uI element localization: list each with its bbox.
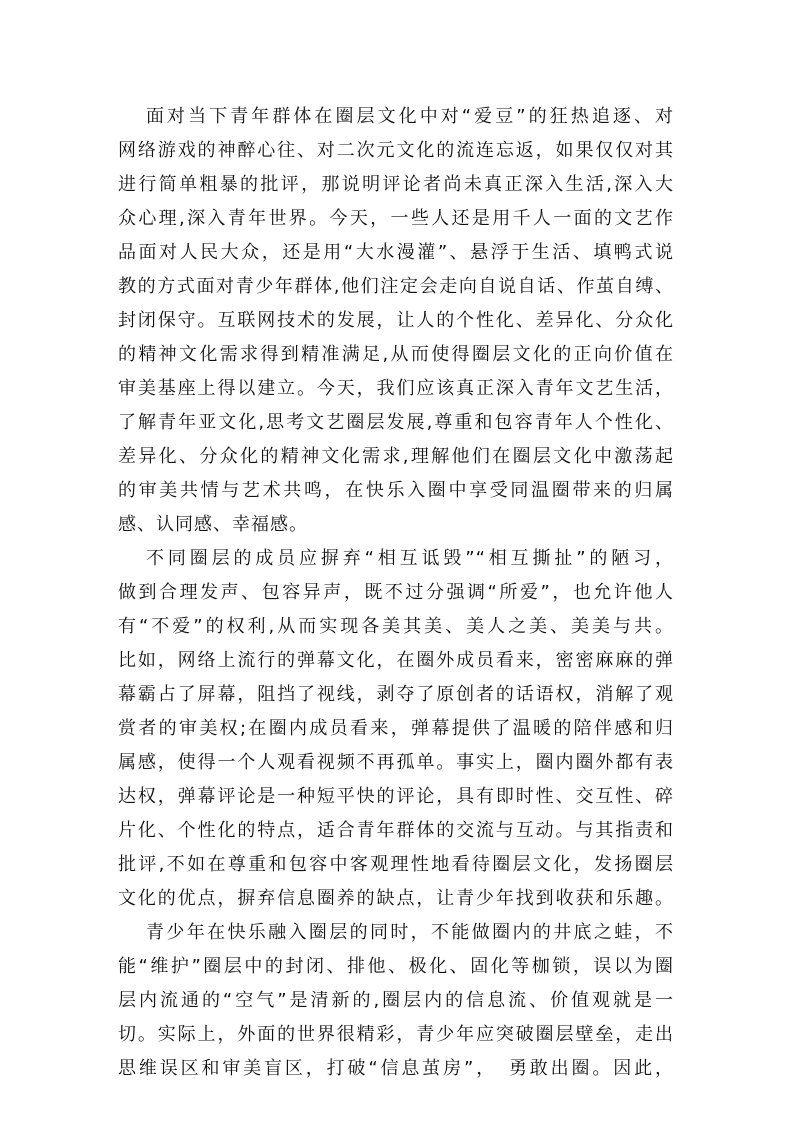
text-line: 比如，网络上流行的弹幕文化，在圈外成员看来，密密麻麻的弹 [118,650,674,671]
text-line: 文化的优点，摒弃信息圈养的缺点，让青少年找到收获和乐趣。 [118,888,674,909]
text-line: 的审美共情与艺术共鸣，在快乐入圈中享受同温圈带来的归属 [118,480,674,501]
text-line: 感、认同感、幸福感。 [118,514,308,535]
text-line: 赏者的审美权;在圈内成员看来，弹幕提供了温暖的陪伴感和归 [118,718,674,739]
text-line: 的精神文化需求得到精准满足,从而使得圈层文化的正向价值在 [118,344,674,365]
paragraph-2 [118,542,674,916]
text-line: 了解青年亚文化,思考文艺圈层发展,尊重和包容青年人个性化、 [118,412,674,433]
text-line: 众心理,深入青年世界。今天，一些人还是用千人一面的文艺作 [118,208,674,229]
text-line: 思维误区和审美盲区，打破“信息茧房”， 勇敢出圈。因此， [118,1058,674,1079]
text-line: 品面对人民大众，还是用“大水漫灌”、悬浮于生活、填鸭式说 [118,242,674,263]
text-line: 有“不爱”的权利,从而实现各美其美、美人之美、美美与共。 [118,616,674,637]
text-line: 进行简单粗暴的批评，那说明评论者尚未真正深入生活,深入大 [118,174,674,195]
text-line: 属感，使得一个人观看视频不再孤单。事实上，圈内圈外都有表 [118,752,674,773]
text-line: 幕霸占了屏幕，阻挡了视线，剥夺了原创者的话语权，消解了观 [118,684,674,705]
text-line: 切。实际上，外面的世界很精彩，青少年应突破圈层壁垒，走出 [118,1024,674,1045]
text-line: 片化、个性化的特点，适合青年群体的交流与互动。与其指责和 [118,820,674,841]
document-body [118,100,674,1086]
text-line: 做到合理发声、包容异声，既不过分强调“所爱”，也允许他人 [118,582,674,603]
text-line: 面对当下青年群体在圈层文化中对“爱豆”的狂热追逐、对 [146,106,674,127]
text-line: 网络游戏的神醉心往、对二次元文化的流连忘返，如果仅仅对其 [118,140,674,161]
text-line: 能“维护”圈层中的封闭、排他、极化、固化等枷锁，误以为圈 [118,956,674,977]
paragraph-1 [118,100,674,542]
text-line: 层内流通的“空气”是清新的,圈层内的信息流、价值观就是一 [118,990,674,1011]
paragraph-3 [118,916,674,1086]
text-line: 青少年在快乐融入圈层的同时，不能做圈内的井底之蛙，不 [146,922,674,943]
text-line: 不同圈层的成员应摒弃“相互诋毁”“相互撕扯”的陋习， [146,548,674,569]
text-line: 差异化、分众化的精神文化需求,理解他们在圈层文化中激荡起 [118,446,674,467]
text-line: 审美基座上得以建立。今天，我们应该真正深入青年文艺生活， [118,378,674,399]
text-line: 教的方式面对青少年群体,他们注定会走向自说自话、作茧自缚、 [118,276,674,297]
text-line: 批评,不如在尊重和包容中客观理性地看待圈层文化，发扬圈层 [118,854,674,875]
text-line: 封闭保守。互联网技术的发展，让人的个性化、差异化、分众化 [118,310,674,331]
text-line: 达权，弹幕评论是一种短平快的评论，具有即时性、交互性、碎 [118,786,674,807]
